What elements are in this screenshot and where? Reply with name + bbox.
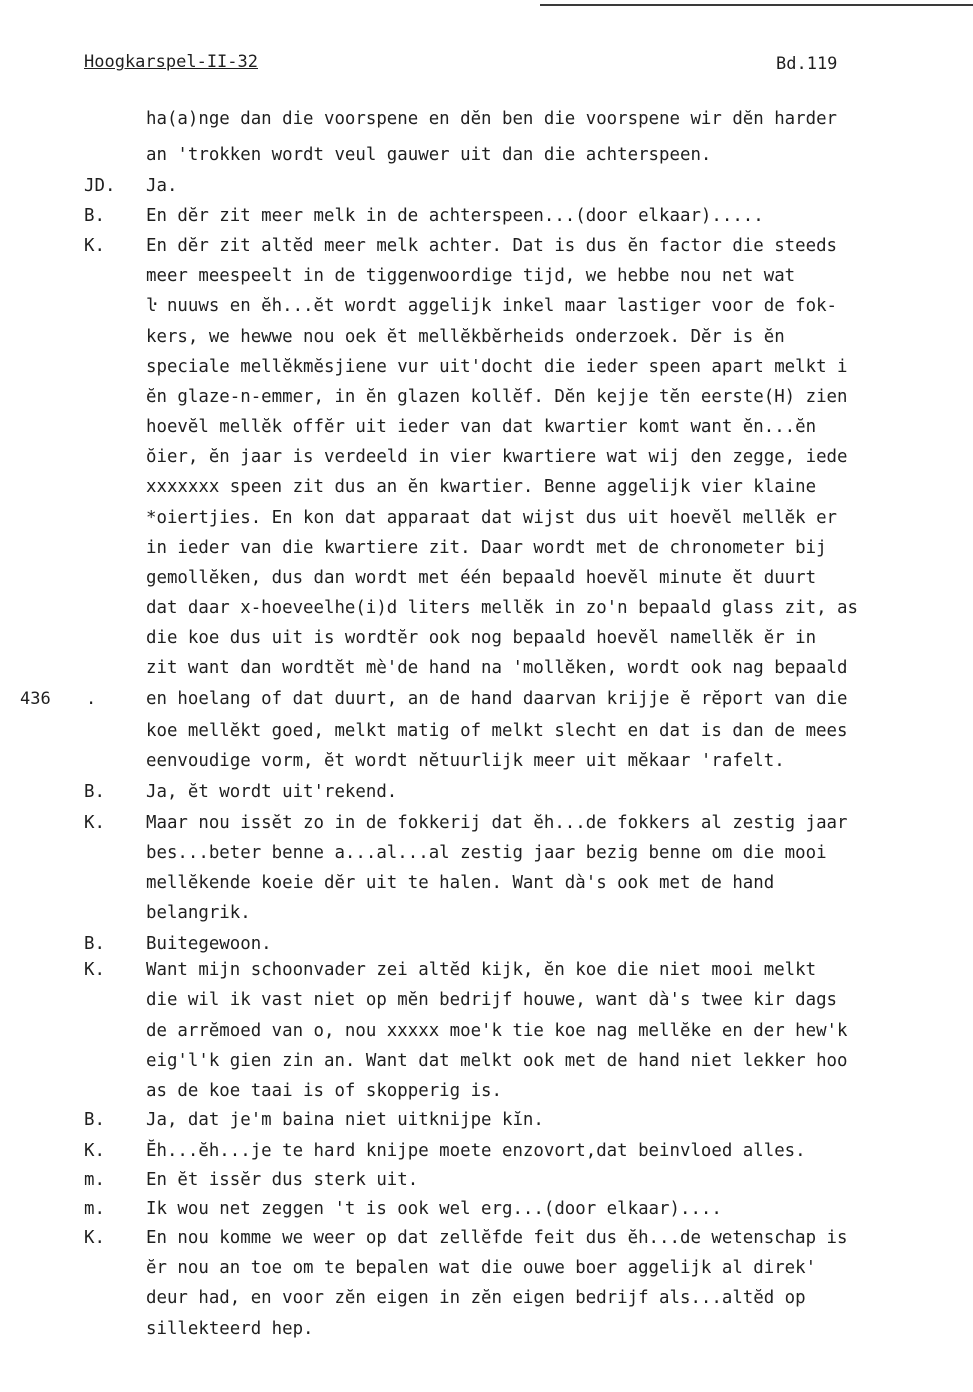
- transcript-line: [0, 684, 973, 714]
- line-text: belangrik.: [146, 903, 251, 923]
- line-text: zit want dan wordtĕt mè'de hand na 'mollĕken, wordt ook nag bepaald: [146, 658, 848, 678]
- top-rule: [540, 4, 973, 6]
- transcript-line: [0, 1136, 973, 1166]
- line-text: xxxxxxx speen zit dus an ĕn kwartier. Benne aggelijk vier klaine: [146, 477, 817, 497]
- line-text: En nou komme we weer op dat zellĕfde feit dus ĕh...de wetenschap is: [146, 1228, 848, 1248]
- transcript-line: [0, 653, 973, 683]
- line-text: ĕn glaze-n-emmer, in ĕn glazen kollĕf. Dĕn kejje tĕn eerste(H) zien: [146, 387, 848, 407]
- speaker-label: K.: [84, 1228, 105, 1248]
- transcript-line: [0, 1016, 973, 1046]
- line-text: de arrĕmoed van o, nou xxxxx moe'k tie koe nag mellĕke en der hew'k: [146, 1021, 848, 1041]
- speaker-label: K.: [84, 960, 105, 980]
- transcript-line: [0, 1105, 973, 1135]
- speaker-label: B.: [84, 782, 105, 802]
- line-text: En dĕr zit meer melk in de achterspeen...(door elkaar).....: [146, 206, 764, 226]
- document-reference: Hoogkarspel-II-32: [84, 52, 258, 72]
- transcript-line: [0, 261, 973, 291]
- speaker-label: B.: [84, 1110, 105, 1130]
- transcript-line: [0, 171, 973, 201]
- line-text: as de koe taai is of skopperig is.: [146, 1081, 502, 1101]
- transcript-line: [0, 746, 973, 776]
- line-text: Ik wou net zeggen 't is ook wel erg...(door elkaar)....: [146, 1199, 722, 1219]
- transcript-line: [0, 472, 973, 502]
- transcript-line: [0, 898, 973, 928]
- margin-dot: .: [86, 689, 97, 709]
- line-text: eig'l'k gien zin an. Want dat melkt ook met de hand niet lekker hoo: [146, 1051, 848, 1071]
- speaker-label: K.: [84, 813, 105, 833]
- transcript-line: [0, 322, 973, 352]
- transcript-line: [0, 1046, 973, 1076]
- line-text: Ja, ĕt wordt uit'rekend.: [146, 782, 398, 802]
- line-text: meer meespeelt in de tiggenwoordige tijd, we hebbe nou net wat: [146, 266, 796, 286]
- transcript-line: [0, 1253, 973, 1283]
- transcript-line: [0, 231, 973, 261]
- transcript-line: [0, 777, 973, 807]
- transcript-line: [0, 1283, 973, 1313]
- line-text: die wil ik vast niet op mĕn bedrijf houwe, want dà's twee kir dags: [146, 990, 838, 1010]
- transcript-line: [0, 442, 973, 472]
- line-text: ha(a)nge dan die voorspene en dĕn ben die voorspene wir dĕn harder: [146, 109, 838, 129]
- line-text: En dĕr zit altĕd meer melk achter. Dat is dus ĕn factor die steeds: [146, 236, 838, 256]
- speaker-label: B.: [84, 206, 105, 226]
- speaker-label: K.: [84, 236, 105, 256]
- line-text: en hoelang of dat duurt, an de hand daarvan krijje ĕ rĕport van die: [146, 689, 848, 709]
- transcript-line: [0, 291, 973, 321]
- line-text: dat daar x-hoeveelhe(i)d liters mellĕk in zo'n bepaald glass zit, as: [146, 598, 858, 618]
- line-text: *oiertjies. En kon dat apparaat dat wijst dus uit hoevĕl mellĕk er: [146, 508, 838, 528]
- transcript-line: [0, 838, 973, 868]
- line-text: Maar nou issĕt zo in de fokkerij dat ĕh...de fokkers al zestig jaar: [146, 813, 848, 833]
- line-text: sillekteerd hep.: [146, 1319, 314, 1339]
- transcript-line: [0, 382, 973, 412]
- speaker-label: K.: [84, 1141, 105, 1161]
- line-text: bes...beter benne a...al...al zestig jaar bezig benne om die mooi: [146, 843, 827, 863]
- line-text: in ieder van die kwartiere zit. Daar wordt met de chronometer bij: [146, 538, 827, 558]
- transcript-line: [0, 1223, 973, 1253]
- page-number: Bd.119: [776, 54, 838, 74]
- line-text: Ja.: [146, 176, 178, 196]
- transcript-line: [0, 140, 973, 170]
- line-text: ŏier, ĕn jaar is verdeeld in vier kwartiere wat wij den zegge, iede: [146, 447, 848, 467]
- transcript-line: [0, 985, 973, 1015]
- transcript-line: [0, 352, 973, 382]
- line-text: kers, we hewwe nou oek ĕt mellĕkbĕrheids onderzoek. Dĕr is ĕn: [146, 327, 785, 347]
- transcript-line: [0, 593, 973, 623]
- line-text: koe mellĕkt goed, melkt matig of melkt slecht en dat is dan de mees: [146, 721, 848, 741]
- transcript-line: [0, 1076, 973, 1106]
- line-text: ŀ nuuws en ĕh...ĕt wordt aggelijk inkel maar lastiger voor de fok-: [146, 296, 838, 316]
- transcript-line: [0, 623, 973, 653]
- transcript-line: [0, 955, 973, 985]
- transcript-line: [0, 412, 973, 442]
- margin-counter: 436: [20, 689, 51, 709]
- line-text: En ĕt issĕr dus sterk uit.: [146, 1170, 419, 1190]
- speaker-label: m.: [84, 1170, 105, 1190]
- speaker-label: m.: [84, 1199, 105, 1219]
- line-text: gemollĕken, dus dan wordt met één bepaald hoevĕl minute ĕt duurt: [146, 568, 817, 588]
- line-text: mellĕkende koeie dĕr uit te halen. Want dà's ook met de hand: [146, 873, 775, 893]
- transcript-line: [0, 716, 973, 746]
- transcript-line: [0, 201, 973, 231]
- transcript-line: [0, 503, 973, 533]
- line-text: ĕr nou an toe om te bepalen wat die ouwe boer aggelijk al direk': [146, 1258, 817, 1278]
- line-text: speciale mellĕkmĕsjiene vur uit'docht die ieder speen apart melkt i: [146, 357, 848, 377]
- line-text: Ĕh...ĕh...je te hard knijpe moete enzovort,dat beinvloed alles.: [146, 1141, 806, 1161]
- line-text: eenvoudige vorm, ĕt wordt nĕtuurlijk meer uit mĕkaar 'rafelt.: [146, 751, 785, 771]
- line-text: Want mijn schoonvader zei altĕd kijk, ĕn koe die niet mooi melkt: [146, 960, 817, 980]
- transcript-line: [0, 868, 973, 898]
- transcript-line: [0, 808, 973, 838]
- line-text: Ja, dat je'm baina niet uitknijpe kĭn.: [146, 1110, 544, 1130]
- transcript-line: [0, 1194, 973, 1224]
- line-text: deur had, en voor zĕn eigen in zĕn eigen bedrijf als...altĕd op: [146, 1288, 806, 1308]
- transcript-line: [0, 104, 973, 134]
- transcript-line: [0, 1165, 973, 1195]
- speaker-label: B.: [84, 934, 105, 954]
- speaker-label: JD.: [84, 176, 116, 196]
- line-text: hoevĕl mellĕk offĕr uit ieder van dat kwartier komt want ĕn...ĕn: [146, 417, 817, 437]
- transcript-line: [0, 563, 973, 593]
- transcript-line: [0, 533, 973, 563]
- transcript-line: [0, 1314, 973, 1344]
- line-text: an 'trokken wordt veul gauwer uit dan die achterspeen.: [146, 145, 712, 165]
- line-text: die koe dus uit is wordtĕr ook nog bepaald hoevĕl namellĕk ĕr in: [146, 628, 817, 648]
- line-text: Buitegewoon.: [146, 934, 272, 954]
